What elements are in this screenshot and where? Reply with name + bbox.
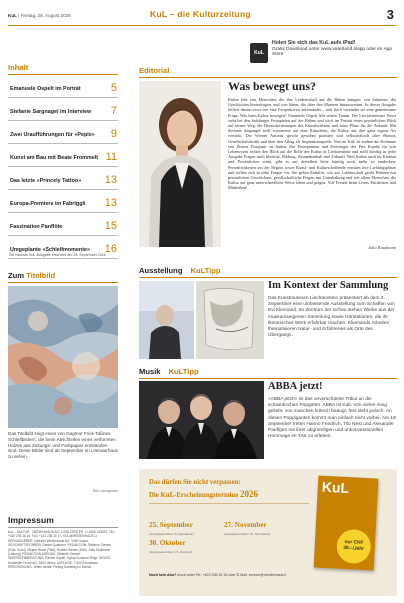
ausstellung-kicker: Ausstellung [139, 266, 183, 275]
issue-date: Freitag, 28. August 2026 [20, 13, 71, 18]
page-number: 3 [386, 7, 394, 22]
toc-item-title: Faszination Panflöte [10, 224, 63, 230]
toc-item-page: 16 [104, 243, 117, 255]
header-date: KuL | Freitag, 28. August 2026 [8, 13, 71, 18]
toc-item[interactable] [8, 167, 118, 190]
magazine-title: KuL [321, 478, 350, 497]
promo-line1: Das dürfen Sie nicht verpassen: [149, 479, 241, 486]
toc-item-page: 7 [110, 105, 117, 117]
musik-tag: KuLTipp [168, 367, 199, 376]
ausstellung-rule [139, 277, 397, 278]
toc-item-title: Europa-Premiere im Fabriggli [10, 201, 86, 207]
promo-year: 2026 [240, 489, 259, 499]
subscription-note [149, 573, 389, 577]
editorial-signature: Julia Kaufmann [367, 245, 396, 250]
toc-item-title: Emanuele Ospelt im Porträt [10, 86, 81, 92]
subscription-lead: Noch kein Abo? [149, 573, 177, 577]
toc-item-page: 9 [110, 128, 117, 140]
musik-kicker: Musik [139, 367, 161, 376]
promo-rule [149, 503, 309, 504]
toc-item-title: Umgeplante «Schleifmomente» [10, 247, 90, 253]
app-promo[interactable] [250, 41, 400, 67]
musik-title: ABBA jetzt! [268, 381, 323, 392]
editor-portrait-image [139, 81, 221, 247]
ausstellung-heading [139, 266, 221, 275]
impressum-body: KuL – KULTUR · MEDIENHAUS AG, LOVA-CENTER, LI-9490 VADUZ, TEL. +423 236 16 16, FAX +423 236 16 17, KUL@MEDIENHAUS.LI · HERAUSGEBER: Vaduzer Medienhaus AG, 9490 Vaduz. GESCHÄFTSFÜHRER: Daniel Quaderer. REDAKTION: Stefanie Gremel (Foto, Schu), Mirjam Hanel (Titel), Norbert Rieder (Titel), Julia Kaufmann (Leitung), REDAKTION AGENDA: Stefanie Gremel. INSERATENBERATUNG: Patrick Ospelt, Sylvia Schamal-Röge. DRUCK: Schaedler Druck AG, 9490 Vaduz. AUFLAGE: 7.600 Exemplare. ERSCHEINUNG: Jeden letzten Freitag Samstag im Monat. [8, 530, 116, 570]
toc-item-page: 5 [110, 82, 117, 94]
app-promo-link-text: Gratis Download unter www.vaterland.li/app oder im App Store [272, 46, 392, 58]
app-promo-headline: Holen Sie sich das KuL aufs iPad! [272, 40, 356, 46]
promo-line2 [149, 489, 258, 499]
ausstellung-body: Das Kunstmuseum Liechtenstein präsentiert ab dem 3. September eine umfassende Ausstellung zum Schaffen von Evi Kliemand. Im Zentrum der Schau stehen Werke aus der museumseigenen Sammlung sowie Hörstationen, die ihr literarisches Werk erfahrbar machen. Kliemands Arbeiten thematisieren Natur- und Erfahrenes als Orte des Übergangs. [268, 296, 395, 339]
toc-item[interactable] [8, 144, 118, 167]
toc-item[interactable] [8, 190, 118, 213]
impressum-rule [8, 527, 118, 528]
release-date-deadline: (Anzeigenschluss: 8. September) [149, 532, 194, 536]
toc-item[interactable] [8, 121, 118, 144]
editorial-rule [139, 77, 397, 78]
app-logo-icon: KuL [250, 43, 268, 63]
artwork-photo-image [196, 281, 264, 359]
release-date: 25. September [149, 521, 193, 529]
section-title: KuL – die Kulturzeitung [150, 9, 251, 19]
ausstellung-title: Im Kontext der Sammlung [268, 280, 389, 291]
release-date: 27. November [224, 521, 267, 529]
publication-name: KuL [8, 13, 17, 18]
editorial-body: Kultur lebt von Menschen, die ihre Leidenschaft auf die Bühne bringen, von Stimmen, die Geschichten hinterfragen, und von Ideen, die über den Moment hinausweisen. In dieser Ausgabe treffen daraus zwei wie eine Perspektiven aufeinander – und doch verbindet sie eine gemeinsame Frage: Was kann Kultur bewegen? Emanuele Ospelt lebt seinen Traum. Der Liechtensteiner Tenor steht bei den Salzburger Festspielen auf der Bühne und wirft im Porträt einen persönlichen Blick auf seinen Weg, die Herausforderungen des Künstlerlebens und seine Pläne für die Zukunft. Mit Stefanie Sargnagel trifft wiesauerer auf eine Künstlerin, die Kultur auf ihre ganz eigene Art versteht. Die Wiener Autorin spricht gewohnt pointiert und selbstironisch über Humor, Gesellschaftskritik und über den Alltag als Inspirationsquelle. Neu im KuL ist zudem die Kolumne von Dosien Domjanic zu finden. Der Entrepreneur und Preisträger des Prix Kujalie für sein Lebenswerk richtet den Blick auf die Rolle der Kultur in Liechtenstein und stellt künftig in jeder Ausgabe Fragen nach Identität, Bildung, Zusammenhalt und Zukunft. Weil Kultur auch im Kleinen und Persönlichen wirkt, gibt es auf derselben Seite künftig noch mehr zu entdecken: Persönlichkeiten aus der Region sowie Kunst- und Kulturschaffende verraten ihre Lieblingsplätze und stellen sich in zehn Fragen vor. Sie geben Einblick, wie aus Leidenschaft große Bühnen mit persönlichen Geschichten, gesellschaftliche Fragen mit Unterhaltung und wie allem Menschen, die Kultur auf ganz unterschiedliche Weise leben und prägen. Viel Freude beim Lesen, Entdecken und Mitdenken! [228, 97, 396, 191]
musik-heading [139, 367, 199, 376]
promo-line2-text: Die KuL-Erscheinungstermine [149, 492, 239, 499]
toc-item-title: Das letzte «Princely Tattoo» [10, 178, 82, 184]
toc-item-title: Zwei Uraufführungen für «Pepis» [10, 132, 95, 138]
cover-artwork-image [8, 286, 118, 428]
app-promo-text [272, 41, 400, 58]
titelbild-heading-a: Zum [8, 271, 25, 280]
titelbild-heading-b: Titelbild [26, 271, 56, 280]
toc-item[interactable] [8, 98, 118, 121]
titelbild-credit: Bild: hansgerzek [92, 489, 118, 493]
editorial-heading: Editorial [139, 66, 170, 75]
toc-item-title: Kunst am Bau mit Beate Frommelt [10, 155, 99, 161]
ausstellung-tag: KuLTipp [190, 266, 221, 275]
release-dates-promo [139, 469, 397, 596]
release-date-item [149, 532, 192, 554]
toc-item-page: 11 [105, 151, 117, 163]
toc-item-page: 13 [104, 174, 117, 186]
toc-item-page: 15 [104, 220, 117, 232]
toc-item-title: Stefanie Sargnagel im Interview [10, 109, 92, 115]
release-date-deadline: (Anzeigenschluss: 23. Oktober) [149, 550, 193, 554]
table-of-contents [8, 75, 118, 259]
titelbild-rule [8, 282, 118, 283]
musik-rule [139, 378, 397, 379]
subscription-contact[interactable]: Anruf unter Tel. +423 236 16 16 oder E-Mail: service@medienhaus.li [177, 573, 287, 577]
musik-body: «ABBA jetzt!» ist das unverschämte Tribut an die schwedischen Popgötter. ABBA ist Kult. Von vielen innig geliebt, von manchen kritisch beäugt, fest steht jedoch: An diesen Poppiganten kommt man einfach nicht vorbei. Am 19. September treten Hanno Friedrich, Tilo Nest und Alexander Paeffgen mit ihrer abgründigen und unkonventionellen Hommage im TAK zu erleben. [268, 397, 398, 440]
toc-item-page: 13 [104, 197, 117, 209]
impressum-heading: Impressum [8, 515, 54, 525]
magazine-cover-image [314, 475, 379, 570]
editorial-title: Was bewegt uns? [228, 79, 317, 93]
header-rule [8, 25, 396, 26]
release-date-item [224, 514, 270, 536]
release-date-deadline: (Anzeigenschluss: 20. November) [224, 532, 271, 536]
titelbild-caption: Das Titelbild zeigt eines von Dagmar Frick-Taßnes Schleifbildern, die beim Abschleifen eines verformten Holzes aus Zeitungs- und Farbpapier entstanden sind. Diese Bilder sind ab September im Literaturhaus zu sehen. [8, 431, 118, 460]
price-badge: nur CHF 39.–/Jahr [336, 529, 372, 565]
next-issue-note: Die nächste KuL-Ausgabe erscheint am 25. September 2026 [9, 253, 106, 257]
artist-photo-image [139, 281, 194, 359]
titelbild-heading [8, 271, 55, 280]
performers-photo-image [139, 381, 264, 459]
inhalt-heading: Inhalt [8, 63, 29, 72]
toc-item[interactable] [8, 213, 118, 236]
toc-item[interactable] [8, 75, 118, 98]
release-date: 30. Oktober [149, 539, 186, 547]
